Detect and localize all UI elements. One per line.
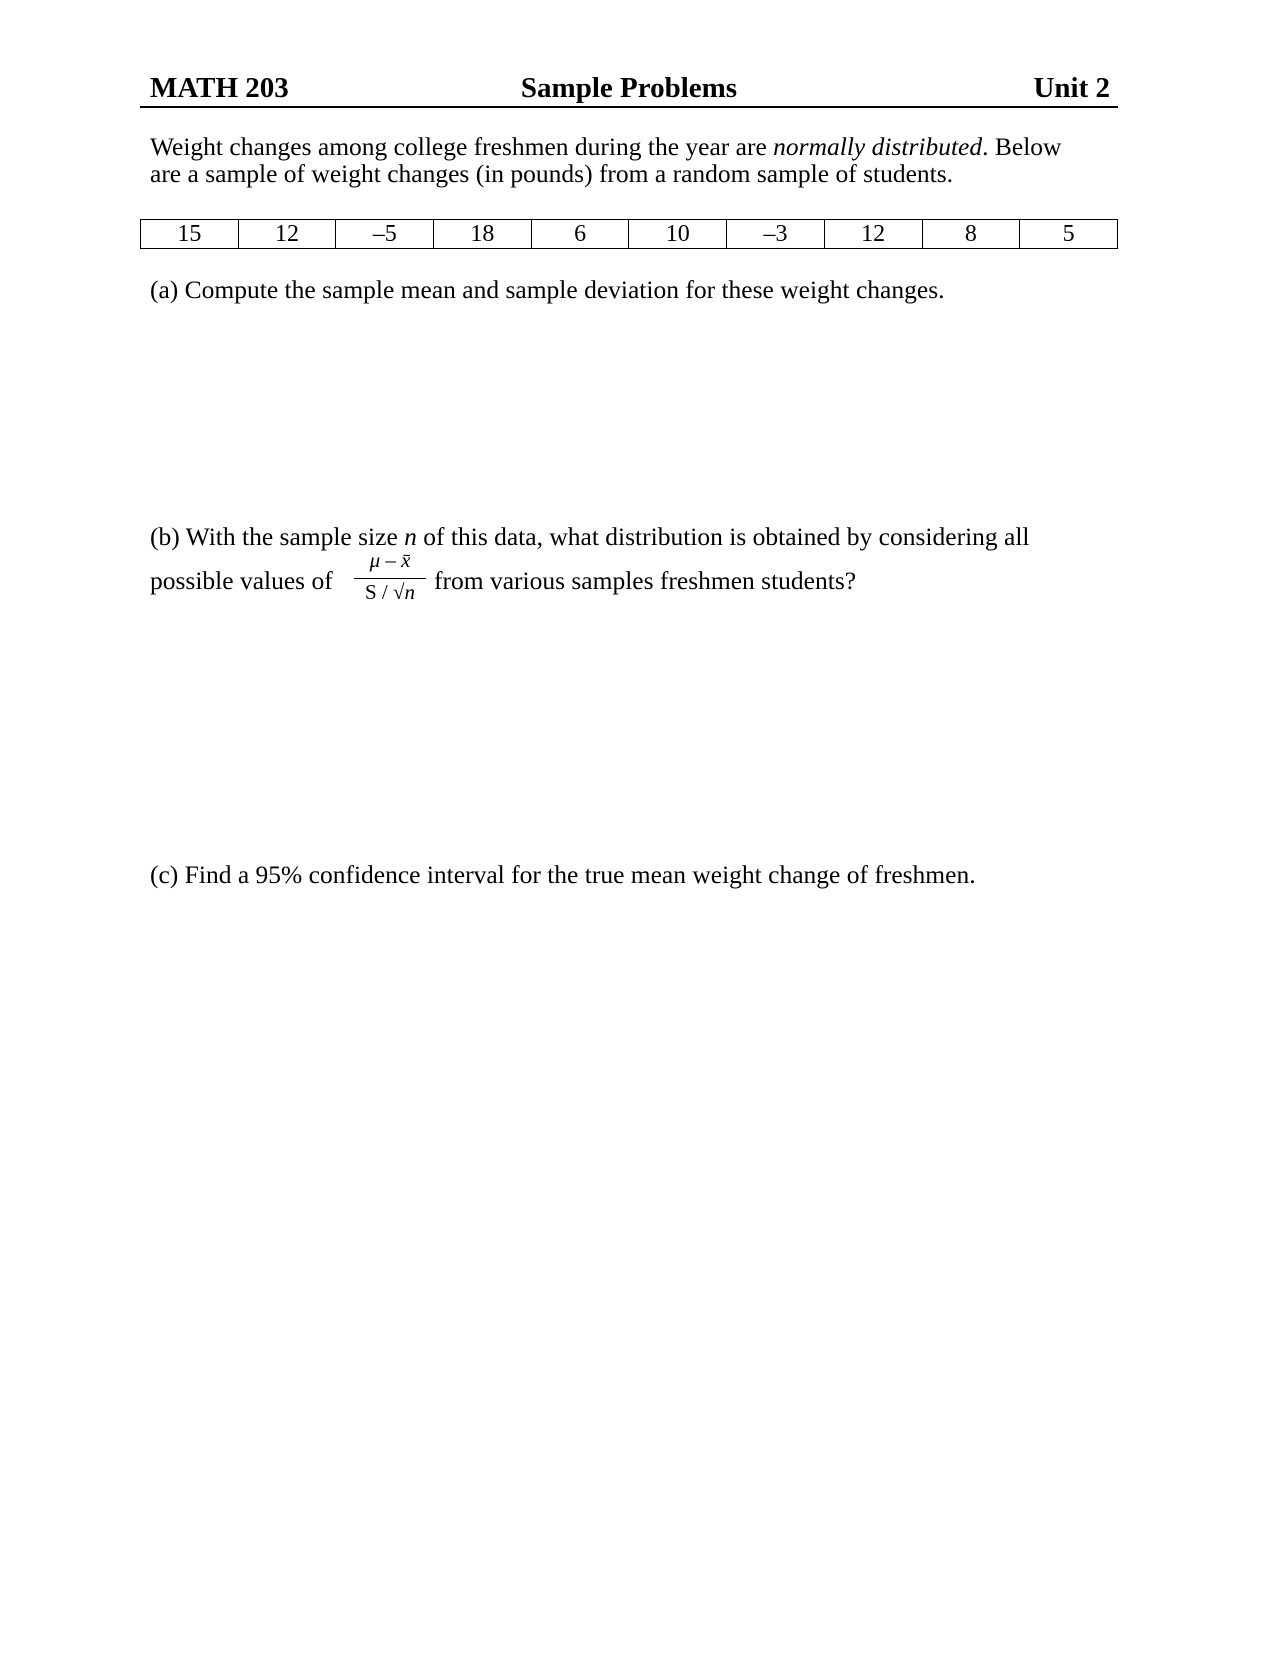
fraction-bar [354,578,426,579]
question-c: (c) Find a 95% confidence interval for the true mean weight change of freshmen. [150,860,976,889]
course-label: MATH 203 [150,72,289,104]
table-cell: 8 [922,220,1020,249]
fraction-denominator [354,580,426,605]
denominator-variable: n [404,580,416,604]
table-cell: 6 [531,220,629,249]
table-cell: –5 [336,220,434,249]
table-cell: 15 [141,220,239,249]
page-header [140,68,1118,108]
intro-paragraph [150,133,1140,187]
unit-label: Unit 2 [1033,72,1110,104]
intro-text-end: . Below [982,132,1062,161]
question-b-text-end: of this data, what distribution is obtained by considering all [416,522,1030,551]
table-cell: –3 [727,220,825,249]
denominator-text: S / √ [364,580,405,604]
question-b-text: (b) With the sample size [150,522,405,551]
question-b-line-2-end: from various samples freshmen students? [434,566,857,595]
question-a: (a) Compute the sample mean and sample deviation for these weight changes. [150,275,945,304]
question-b-line-2-start: possible values of [150,566,333,595]
table-cell: 10 [629,220,727,249]
t-statistic-fraction [354,548,426,612]
intro-line-1 [150,133,1140,160]
page-title: Sample Problems [520,72,738,104]
question-b-line-1 [150,522,1030,552]
intro-text: Weight changes among college freshmen during the year are [150,132,774,161]
table-cell: 18 [434,220,532,249]
table-row [141,220,1118,249]
intro-emphasis: normally distributed [773,132,983,161]
table-cell: 12 [824,220,922,249]
intro-line-2: are a sample of weight changes (in pounds) from a random sample of students. [150,159,954,188]
table-cell: 5 [1020,220,1118,249]
table-cell: 12 [238,220,336,249]
variable-n: n [404,522,417,551]
fraction-numerator: μ – x̄ [369,548,411,572]
weight-change-table [140,219,1118,249]
